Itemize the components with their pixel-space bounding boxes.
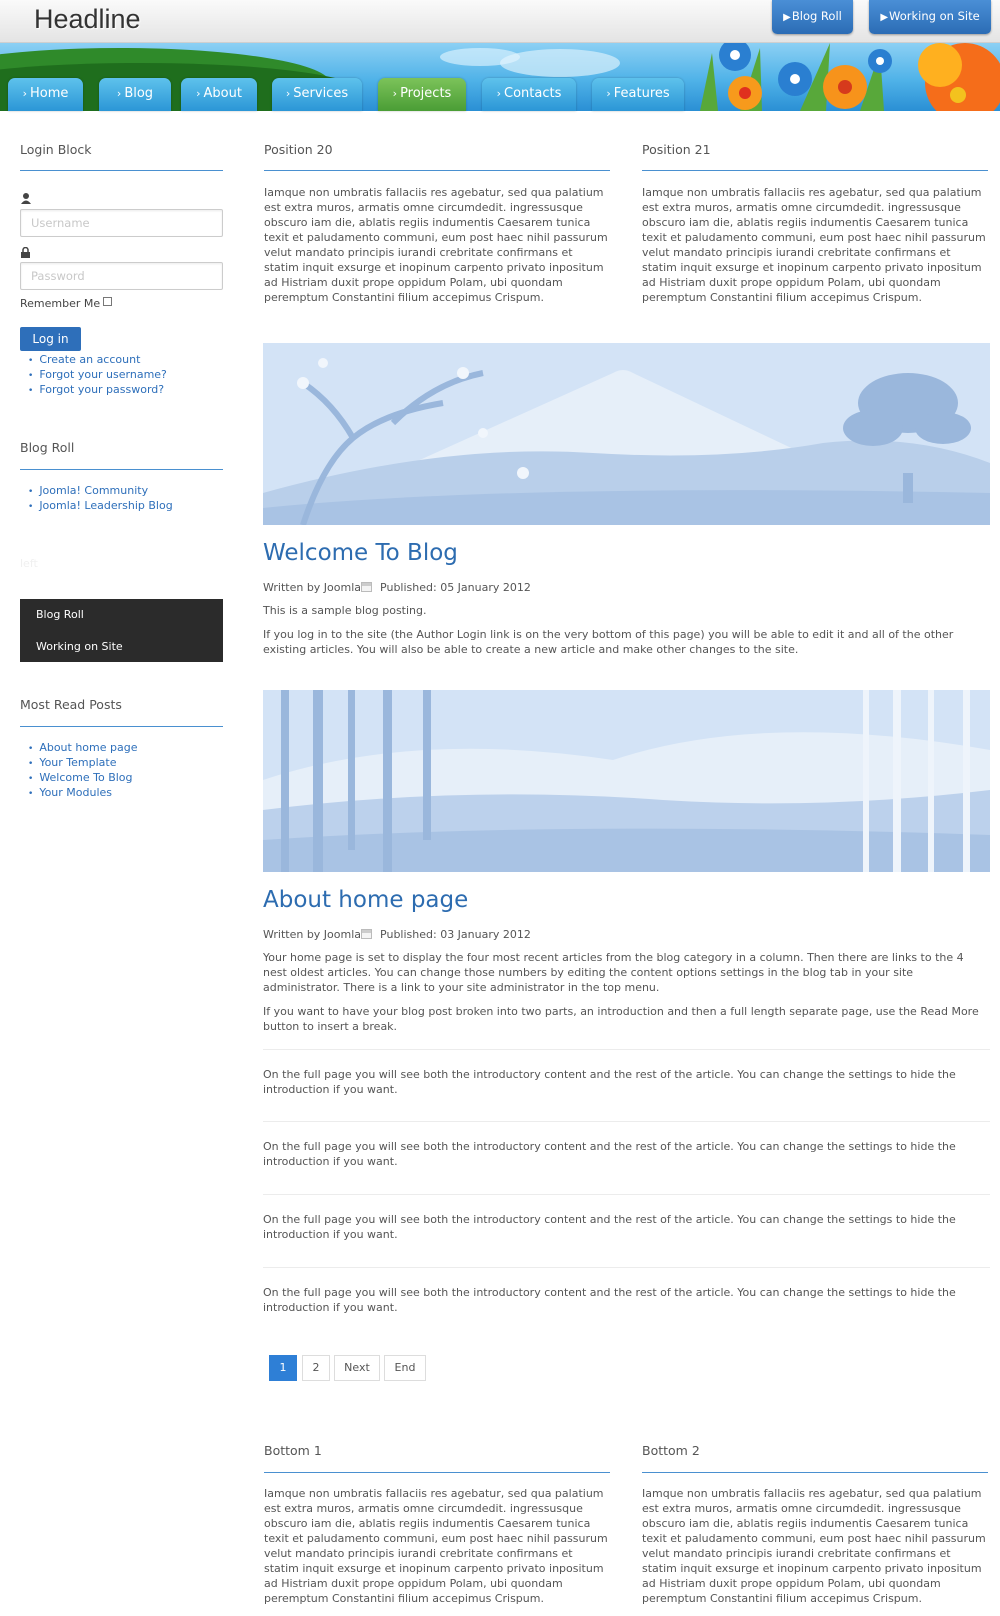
list-item[interactable]: • Your Template: [28, 756, 117, 769]
article-meta: Written by Joomla Published: 03 January 2012: [263, 928, 531, 941]
article-paragraph: On the full page you will see both the introductory content and the rest of the article. You can change the settings to hide the introduction if you want.: [263, 1286, 956, 1314]
divider: [264, 170, 610, 171]
list-item[interactable]: • Joomla! Community: [28, 484, 149, 497]
position-label: left: [20, 557, 38, 570]
remember-me-checkbox[interactable]: [103, 297, 112, 306]
article-paragraph: This is a sample blog posting.: [263, 604, 427, 617]
chevron-right-icon: ›: [606, 87, 611, 100]
play-icon: ▶: [783, 12, 791, 23]
calendar-icon: [361, 582, 372, 592]
divider: [263, 1049, 990, 1050]
nav-item-blog[interactable]: › Blog: [99, 78, 171, 111]
chevron-right-icon: ›: [116, 87, 122, 100]
chevron-right-icon: ›: [196, 87, 201, 100]
divider: [263, 1194, 990, 1195]
most-read-title: Most Read Posts: [20, 697, 122, 712]
next-page-button[interactable]: Next: [334, 1355, 380, 1381]
position-21-text: Iamque non umbratis fallaciis res agebatur, sed qua palatium est extra muros, armatis omne circumdedit. ingressusque obscuro iam die, ablatis regiis indumentis Caesarem tunica texit et paludamento communi, eum post haec nihil passurum velut mandato principis iurandi crebritate confirmans et statim inquit exsurge et inopinum carpento privato inpositum ad Histriam duxit prope oppidum Polam, ubi quondam peremptum Constantini filium accepimus Crispum.: [642, 186, 986, 304]
list-item[interactable]: • Create an account: [28, 353, 141, 366]
bottom-1-text: Iamque non umbratis fallaciis res agebatur, sed qua palatium est extra muros, armatis omne circumdedit. ingressusque obscuro iam die, ablatis regiis indumentis Caesarem tunica texit et paludamento communi, eum post haec nihil passurum velut mandato principis iurandi crebritate confirmans et statim inquit exsurge et inopinum carpento privato inpositum ad Histriam duxit prope oppidum Polam, ubi quondam peremptum Constantini filium accepimus Crispum.: [264, 1487, 608, 1605]
chevron-right-icon: ›: [496, 87, 502, 100]
position-20-title: Position 20: [264, 142, 333, 157]
bullet-icon: •: [28, 371, 34, 381]
username-input[interactable]: Username: [20, 209, 223, 237]
position-20-text: Iamque non umbratis fallaciis res agebatur, sed qua palatium est extra muros, armatis omne circumdedit. ingressusque obscuro iam die, ablatis regiis indumentis Caesarem tunica texit et paludamento communi, eum post haec nihil passurum velut mandato principis iurandi crebritate confirmans et statim inquit exsurge et inopinum carpento privato inpositum ad Histriam duxit prope oppidum Polam, ubi quondam peremptum Constantini filium accepimus Crispum.: [264, 186, 608, 304]
divider: [263, 1267, 990, 1268]
bottom-2-text: Iamque non umbratis fallaciis res agebatur, sed qua palatium est extra muros, armatis omne circumdedit. ingressusque obscuro iam die, ablatis regiis indumentis Caesarem tunica texit et paludamento communi, eum post haec nihil passurum velut mandato principis iurandi crebritate confirmans et statim inquit exsurge et inopinum carpento privato inpositum ad Histriam duxit prope oppidum Polam, ubi quondam peremptum Constantini filium accepimus Crispum.: [642, 1487, 986, 1605]
article-title[interactable]: About home page: [263, 887, 469, 913]
divider: [642, 1472, 988, 1473]
page-1-button[interactable]: 1: [269, 1355, 297, 1381]
article-paragraph: If you want to have your blog post broken into two parts, an introduction and then a full length separate page, use the Read More button to insert a break.: [263, 1005, 979, 1033]
divider: [20, 469, 223, 470]
dark-menu-item-blog-roll[interactable]: Blog Roll: [36, 608, 84, 621]
list-item[interactable]: • Joomla! Leadership Blog: [28, 499, 173, 512]
nav-item-about[interactable]: › About: [181, 78, 257, 111]
dark-menu-item-working-on-site[interactable]: Working on Site: [36, 640, 123, 653]
article-paragraph: On the full page you will see both the introductory content and the rest of the article. You can change the settings to hide the introduction if you want.: [263, 1068, 956, 1096]
bottom-1-title: Bottom 1: [264, 1443, 322, 1458]
list-item[interactable]: • About home page: [28, 741, 138, 754]
calendar-icon: [361, 929, 372, 939]
remember-me-label: Remember Me: [20, 297, 101, 310]
article-paragraph: If you log in to the site (the Author Login link is on the very bottom of this page) you will be able to edit it and all of the other existing articles. You will also be able to create a new article and make other changes to the site.: [263, 628, 954, 656]
login-block-title: Login Block: [20, 142, 92, 157]
article-image-bamboo: [263, 690, 990, 872]
list-item[interactable]: • Forgot your password?: [28, 383, 165, 396]
nav-item-services[interactable]: › Services: [272, 78, 362, 111]
most-read-links: [28, 740, 138, 800]
divider: [264, 1472, 610, 1473]
dark-menu: [20, 599, 223, 662]
divider: [20, 170, 223, 171]
user-icon: [21, 193, 31, 207]
nav-item-home[interactable]: › Home: [8, 78, 83, 111]
chevron-right-icon: ›: [392, 87, 398, 100]
chevron-right-icon: ›: [22, 87, 27, 100]
working-on-site-top-button[interactable]: ▶Working on Site: [869, 0, 991, 34]
end-page-button[interactable]: End: [384, 1355, 426, 1381]
login-links: [28, 352, 167, 397]
password-input[interactable]: Password: [20, 262, 223, 290]
login-button[interactable]: Log in: [20, 327, 81, 351]
site-headline: Headline: [34, 4, 141, 34]
bottom-2-title: Bottom 2: [642, 1443, 700, 1458]
article-paragraph: On the full page you will see both the introductory content and the rest of the article. You can change the settings to hide the introduction if you want.: [263, 1213, 956, 1241]
bullet-icon: •: [28, 356, 34, 366]
chevron-right-icon: ›: [285, 87, 291, 100]
divider: [642, 170, 988, 171]
bullet-icon: •: [28, 789, 34, 799]
article-title[interactable]: Welcome To Blog: [263, 540, 458, 566]
bullet-icon: •: [28, 502, 34, 512]
bullet-icon: •: [28, 759, 34, 769]
blog-roll-top-button[interactable]: ▶Blog Roll: [772, 0, 853, 34]
bullet-icon: •: [28, 487, 34, 497]
nav-item-contacts[interactable]: › Contacts: [482, 78, 576, 111]
blog-roll-title: Blog Roll: [20, 440, 75, 455]
page-2-button[interactable]: 2: [302, 1355, 330, 1381]
list-item[interactable]: • Your Modules: [28, 786, 113, 799]
nav-item-features[interactable]: › Features: [592, 78, 684, 111]
article-meta: Written by Joomla Published: 05 January 2012: [263, 581, 531, 594]
nav-item-projects[interactable]: › Projects: [378, 78, 466, 111]
bullet-icon: •: [28, 744, 34, 754]
bullet-icon: •: [28, 774, 34, 784]
article-paragraph: On the full page you will see both the introductory content and the rest of the article. You can change the settings to hide the introduction if you want.: [263, 1140, 956, 1168]
blog-roll-links: [28, 483, 173, 513]
article-image-mountain: [263, 343, 990, 525]
play-icon: ▶: [880, 12, 889, 23]
article-paragraph: Your home page is set to display the four most recent articles from the blog category in a column. Then there are links to the 4 nest oldest articles. You can change those numbers by editing the content options settings in the blog tab in your site administrator. There is a link to your site administrator in the top menu.: [263, 951, 964, 994]
remember-me-row: [20, 297, 112, 310]
position-21-title: Position 21: [642, 142, 711, 157]
lock-icon: [21, 247, 30, 261]
list-item[interactable]: • Forgot your username?: [28, 368, 167, 381]
divider: [263, 1121, 990, 1122]
divider: [20, 726, 223, 727]
bullet-icon: •: [28, 386, 34, 396]
list-item[interactable]: • Welcome To Blog: [28, 771, 133, 784]
